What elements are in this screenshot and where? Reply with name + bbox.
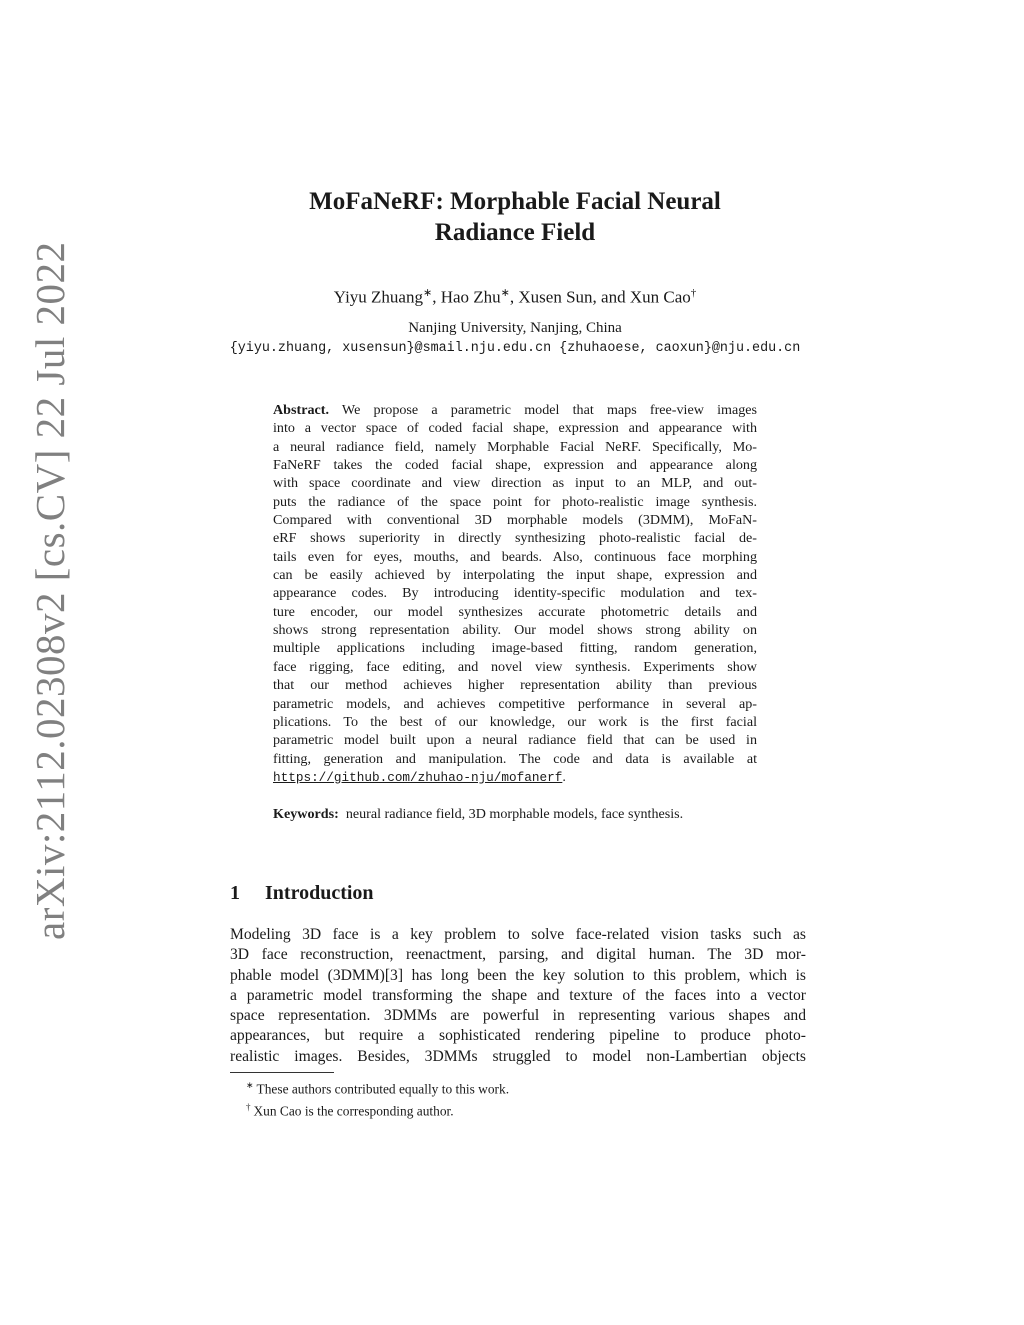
footnote: † Xun Cao is the corresponding author. <box>246 1102 454 1119</box>
author-mark: † <box>690 287 697 299</box>
abstract-line: shows strong representation ability. Our model shows strong ability on <box>273 622 757 639</box>
abstract-line: tails even for eyes, mouths, and beards. Also, continuous face morphing <box>273 548 757 565</box>
keywords-label: Keywords: <box>273 806 339 822</box>
section-title: Introduction <box>265 882 374 904</box>
abstract-line: parametric model built upon a neural radiance field that can be used in <box>273 732 757 749</box>
intro-line: appearances, but require a sophisticated rendering pipeline to produce photo- <box>230 1027 806 1045</box>
author-emails: {yiyu.zhuang, xusensun}@smail.nju.edu.cn {zhuhaoese, caoxun}@nju.edu.cn <box>229 341 801 356</box>
footnotes <box>246 1076 509 1121</box>
abstract-line: multiple applications including image-based fitting, random generation, <box>273 640 757 657</box>
intro-line: realistic images. Besides, 3DMMs struggled to model non-Lambertian objects <box>230 1047 806 1065</box>
abstract-line: a neural radiance field, namely Morphable Facial NeRF. Specifically, Mo- <box>273 438 757 455</box>
abstract-line: with space coordinate and view direction as input to an MLP, and out- <box>273 475 757 492</box>
arxiv-stamp: arXiv:2112.02308v2 [cs.CV] 22 Jul 2022 <box>27 241 73 940</box>
title-line-2: Radiance Field <box>434 219 596 246</box>
paper-title <box>230 186 800 248</box>
abstract <box>273 401 757 786</box>
abstract-line: can be easily achieved by interpolating the input shape, expression and <box>273 567 757 584</box>
intro-line: phable model (3DMM)[3] has long been the key solution to this problem, which is <box>230 966 806 984</box>
abstract-line: puts the radiance of the space point for photo-realistic image synthesis. <box>273 493 757 510</box>
abstract-line: Abstract. We propose a parametric model that maps free-view images <box>273 402 757 418</box>
intro-line: 3D face reconstruction, reenactment, parsing, and digital human. The 3D mor- <box>230 946 806 964</box>
abstract-line: parametric models, and achieves competitive performance in several ap- <box>273 695 757 712</box>
abstract-line: that our method achieves higher representation ability than previous <box>273 677 757 694</box>
intro-paragraph <box>230 925 806 1067</box>
section-heading <box>230 882 374 905</box>
keywords-text: neural radiance field, 3D morphable models, face synthesis. <box>345 806 684 822</box>
abstract-line: FaNeRF takes the coded facial shape, expression and appearance along <box>273 457 757 474</box>
section-number: 1 <box>230 882 240 904</box>
author-name: Yiyu Zhuang <box>333 287 423 307</box>
abstract-line: face rigging, face editing, and novel view synthesis. Experiments show <box>273 658 757 675</box>
author-list: Yiyu Zhuang∗, Hao Zhu∗, Xusen Sun, and Xun Cao† <box>333 287 697 307</box>
abstract-line: Compared with conventional 3D morphable models (3DMM), MoFaN- <box>273 512 757 529</box>
author-mark: ∗ <box>500 287 510 299</box>
abstract-line: appearance codes. By introducing identity-specific modulation and tex- <box>273 585 757 602</box>
keywords <box>273 805 757 823</box>
abstract-line: plications. To the best of our knowledge, our work is the first facial <box>273 713 757 730</box>
footnote: ∗ These authors contributed equally to this work. <box>246 1080 510 1097</box>
author-mark: ∗ <box>422 287 433 299</box>
abstract-line: into a vector space of coded facial shape, expression and appearance with <box>273 420 757 437</box>
abstract-line: eRF shows superiority in directly synthesizing photo-realistic facial de- <box>273 530 757 547</box>
intro-line: Modeling 3D face is a key problem to solve face-related vision tasks such as <box>230 926 806 943</box>
footnote-rule <box>230 1072 334 1073</box>
abstract-line: ture encoder, our model synthesizes accurate photometric details and <box>273 603 757 620</box>
affiliation: Nanjing University, Nanjing, China <box>408 320 622 336</box>
intro-line: space representation. 3DMMs are powerful in representing various shapes and <box>230 1007 806 1025</box>
abstract-line: https://github.com/zhuhao-nju/mofanerf. <box>273 768 566 785</box>
abstract-line: fitting, generation and manipulation. The code and data is available at <box>273 750 757 767</box>
author-name: Xusen Sun <box>518 287 593 307</box>
author-name: and Xun Cao <box>601 287 691 307</box>
author-name: Hao Zhu <box>440 287 501 307</box>
title-line-1: MoFaNeRF: Morphable Facial Neural <box>309 188 721 215</box>
code-link[interactable]: https://github.com/zhuhao-nju/mofanerf <box>273 769 563 785</box>
intro-line: a parametric model transforming the shape and texture of the faces into a vector <box>230 986 806 1004</box>
abstract-label: Abstract. <box>273 402 329 418</box>
